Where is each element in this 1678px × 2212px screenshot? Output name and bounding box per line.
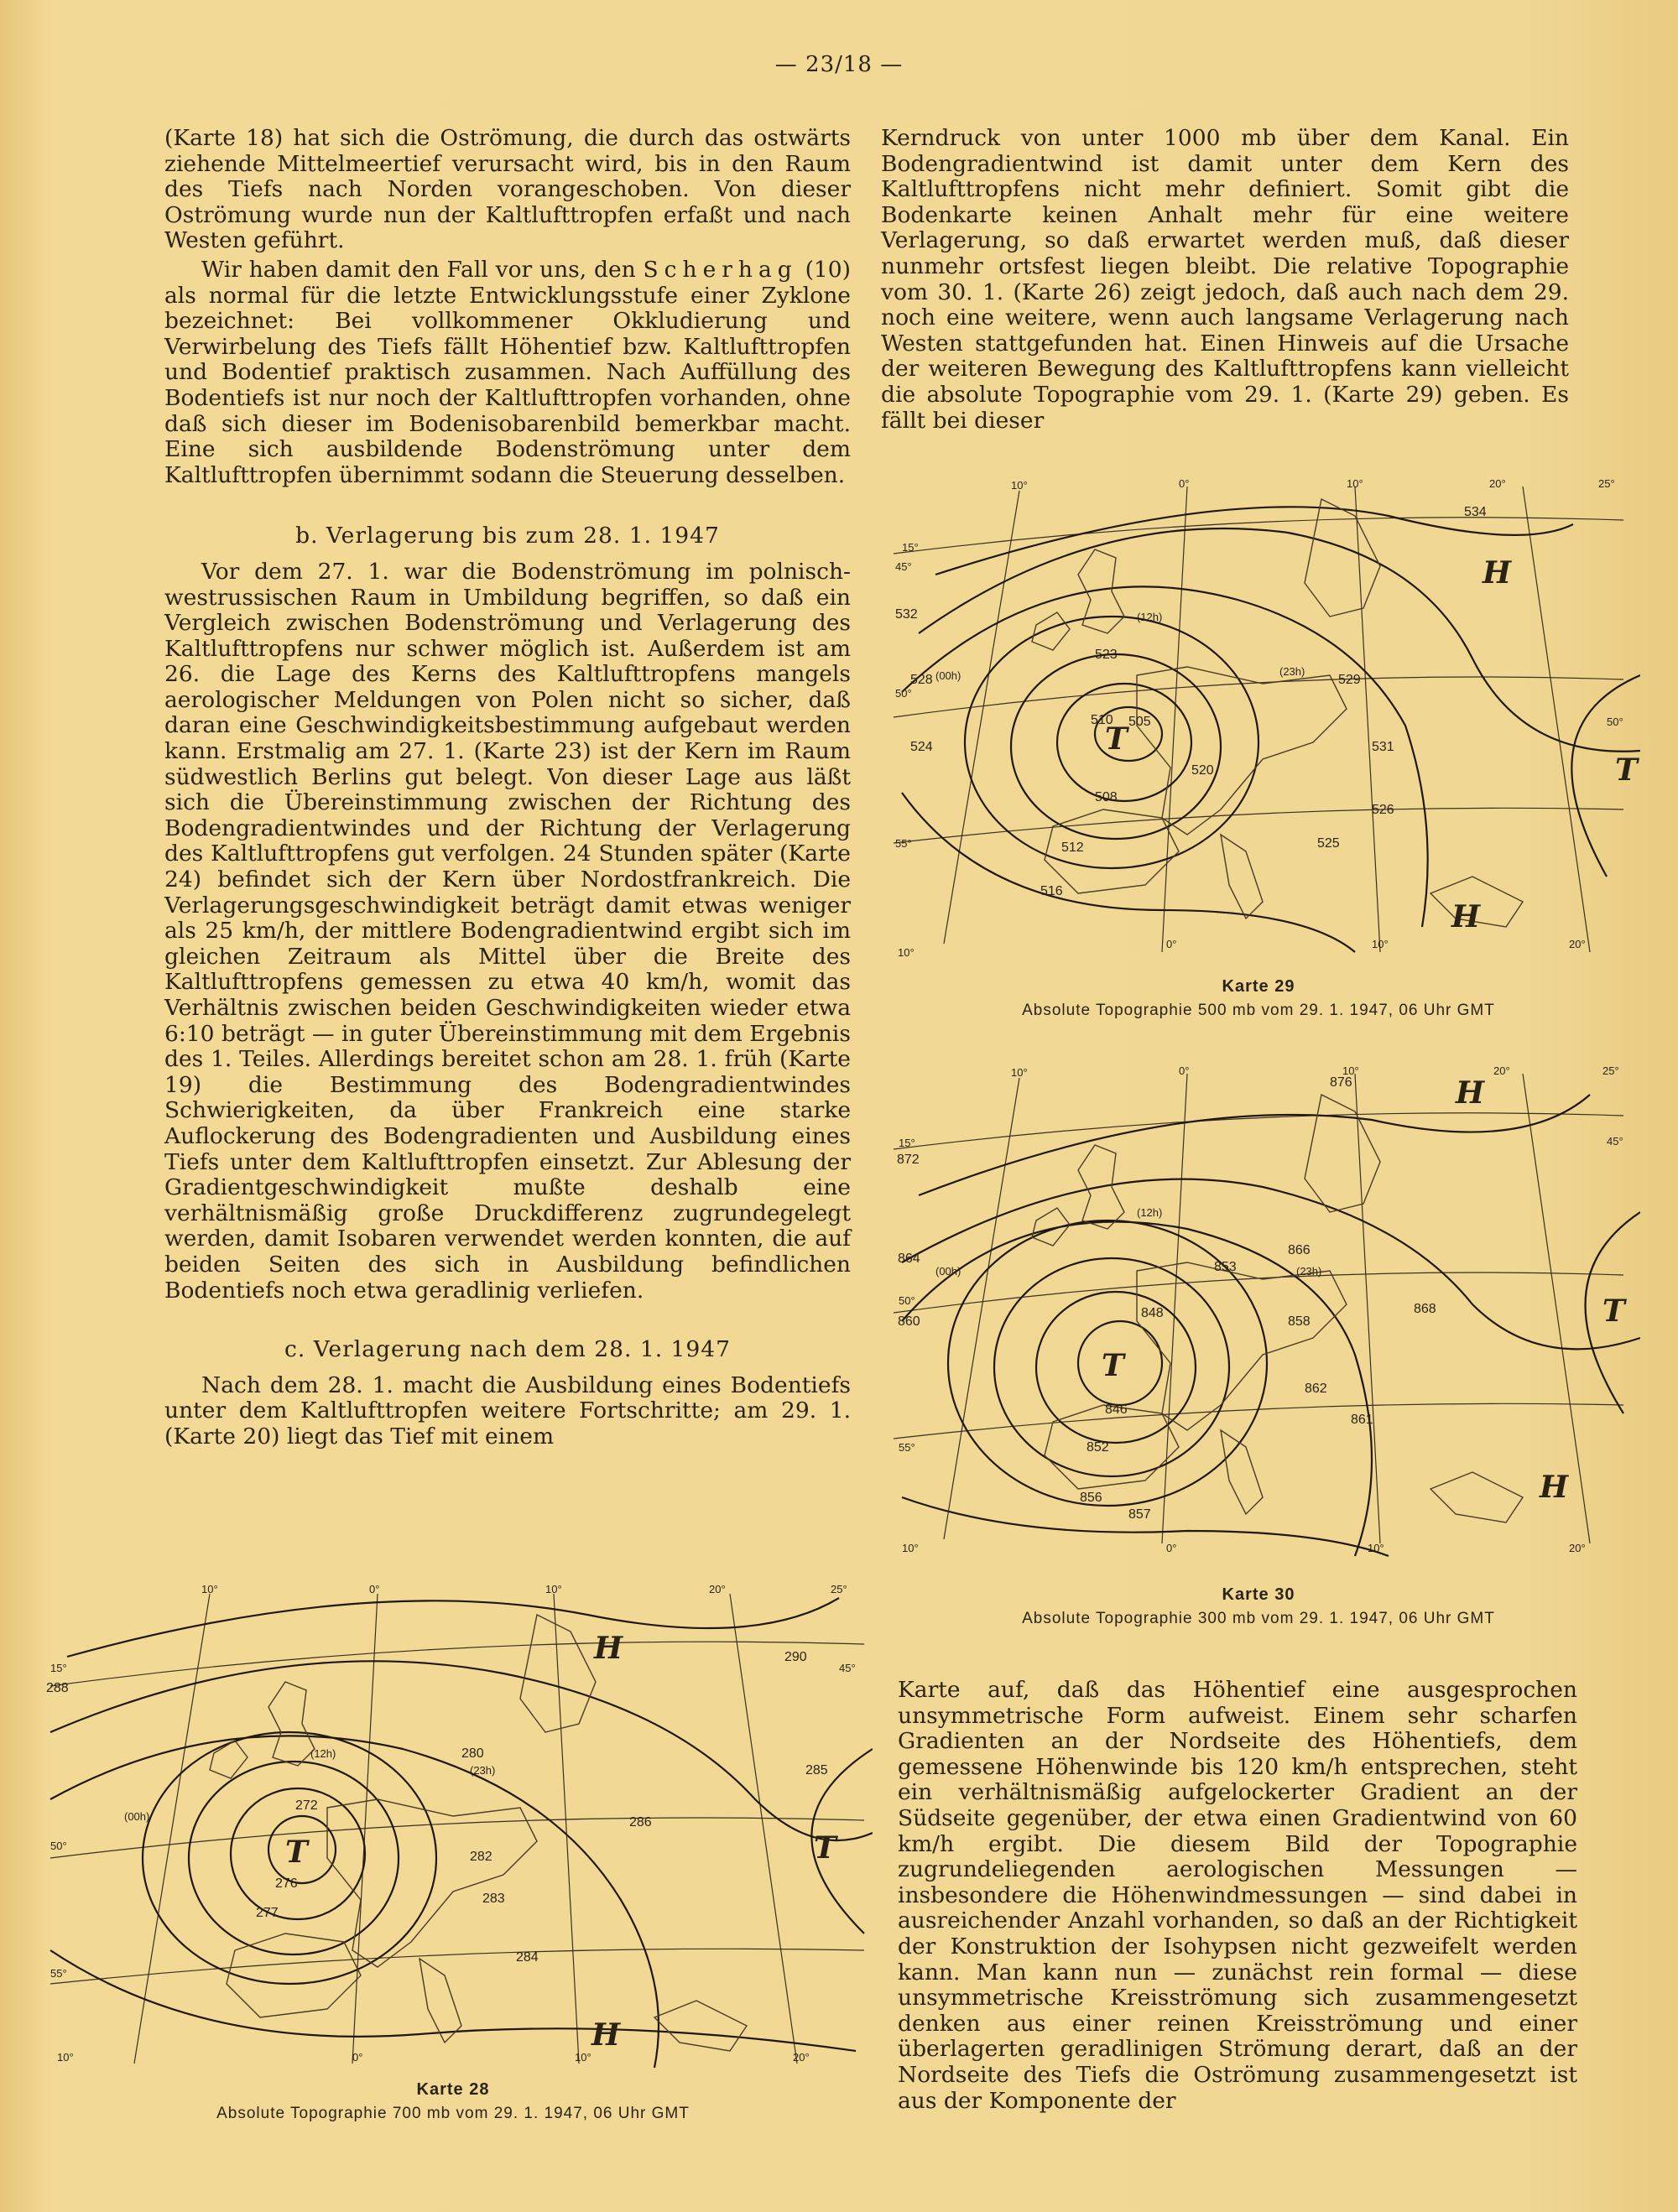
grid-label: 45° [895,560,912,573]
contour-label: 286 [629,1815,652,1829]
low-symbol: T [1615,752,1638,788]
text: Wir haben damit den Fall vor uns, den [201,256,636,283]
grid-label: 0° [1166,1542,1177,1554]
isohypses [50,1598,873,2068]
time-label: (23h) [470,1764,496,1777]
coastline-balkans [654,2001,747,2051]
longitude-line [134,1594,210,2064]
page-number: — 23/18 — [774,52,904,77]
latitude-line [894,808,1623,843]
coastline-balkans [1430,1472,1523,1522]
right-column-top [881,126,1569,434]
low-symbol: T [1102,1348,1124,1383]
grid-label: 10° [1011,1066,1028,1079]
high-symbol: H [1483,555,1512,591]
coastline-scandinavia [1305,1095,1380,1212]
grid-label: 0° [1179,1064,1190,1077]
map-karte-29-svg [885,474,1640,969]
time-labels [935,1206,1321,1278]
grid-label: 10° [1368,1542,1384,1554]
contour-label: 529 [1338,673,1361,687]
paragraph: Kerndruck von unter 1000 mb über dem Kanal. Ein Bodengradientwind ist damit unter dem Kern des Kaltlufttropfens nicht mehr definiert. Somit gibt die Bodenkarte keinen Anhalt mehr für eine weitere Verlagerung, so daß erwartet werden muß, daß dieser nunmehr ortsfest liegen bleibt. Die relative Topographie vom 30. 1. (Karte 26) zeigt jedoch, daß auch nach dem 29. noch eine weitere, wenn auch langsame Verlagerung nach Westen stattgefunden hat. Einen Hinweis auf die Ursache der weiteren Bewegung des Kaltlufttropfens kann vielleicht die absolute Topographie vom 29. 1. (Karte 29) geben. Es fällt bei dieser [881,125,1569,434]
time-label: (00h) [935,1265,961,1278]
coastline-ireland [210,1741,248,1778]
map-karte-28-svg [34,1581,873,2072]
grid-label: 55° [899,1441,915,1454]
grid-label: 50° [50,1840,67,1852]
coastline-italy [1221,835,1263,919]
coastline-britain [268,1682,315,1766]
pressure-systems [285,1631,838,2053]
coastline-italy [1221,1430,1263,1514]
contour-label: 857 [1128,1507,1151,1522]
section-heading: c. Verlagerung nach dem 28. 1. 1947 [284,1336,731,1363]
grid-label: 25° [1598,477,1615,490]
pressure-systems [1102,1075,1627,1505]
contour-label: 858 [1288,1314,1311,1329]
longitude-line [554,1594,579,2064]
grid-labels [895,477,1623,959]
low-symbol: T [814,1830,836,1866]
time-label: (12h) [1137,1206,1163,1219]
low-symbol: T [1105,721,1128,757]
map-karte-29 [885,474,1640,969]
grid-label: 0° [1179,477,1190,490]
contour-label: 534 [1464,505,1487,519]
contour-label: 862 [1305,1382,1327,1396]
paragraph [164,258,851,488]
grid-label: 10° [575,2051,591,2064]
contour-label: 846 [1105,1403,1128,1417]
grid-label: 20° [1489,477,1506,490]
isohypse [902,1179,1640,1350]
contour-label: 277 [256,1906,279,1920]
longitude-line [944,491,1019,944]
coastlines [210,1615,747,2051]
contour-label: 856 [1080,1491,1102,1505]
time-label: (12h) [310,1747,336,1760]
time-label: (12h) [1137,611,1163,623]
high-symbol: H [1540,1470,1569,1505]
grid-label: 20° [1493,1064,1510,1077]
coastlines [1032,1095,1523,1522]
latitude-line [50,1949,864,1984]
high-symbol: H [1456,1075,1485,1111]
contour-label: 524 [910,740,933,754]
contour-label: 516 [1040,884,1063,898]
isohypse [902,1497,1389,1556]
grid-label: 20° [1569,938,1586,950]
time-label: (23h) [1279,665,1305,678]
contour-label: 532 [895,607,918,622]
time-label: (00h) [935,669,961,682]
low-symbol: T [1602,1293,1625,1329]
contour-label: 280 [461,1746,484,1761]
contour-label: 861 [1351,1413,1373,1427]
grid-label: 55° [50,1967,67,1980]
grid-label: 0° [1166,938,1177,950]
longitude-line [1355,1074,1380,1543]
grid-label: 10° [898,946,915,959]
contour-label: 531 [1372,740,1394,754]
contour-label: 525 [1317,836,1340,851]
contour-label: 282 [470,1850,492,1864]
contour-label: 508 [1095,790,1118,804]
map-caption: Absolute Topographie 700 mb vom 29. 1. 1947, 06 Uhr GMT [216,2105,690,2122]
caption-karte-29 [889,977,1628,1020]
map-title: Karte 30 [1222,1585,1295,1604]
paragraph: Nach dem 28. 1. macht die Ausbildung eines Bodentiefs unter dem Kaltlufttropfen weitere Fortschritte; am 29. 1. (Karte 20) liegt das Tief mit einem [164,1371,851,1450]
graticule [50,1594,864,2064]
grid-labels [899,1064,1623,1554]
grid-label: 25° [831,1583,847,1595]
grid-label: 50° [895,687,912,700]
paragraph: Vor dem 27. 1. war die Bodenströmung im polnisch-westrussischen Raum in Umbildung begriffen, so daß ein Vergleich zwischen Bodenströmung und Verlagerung des Kaltlufttropfens nur schwer möglich ist. Außerdem ist am 26. die Lage des Kerns des Kaltlufttropfens mangels aerologischer Meldungen von Polen nicht so sicher, daß daran eine Geschwindigkeitsbestimmung aufgebaut werden kann. Erstmalig am 27. 1. (Karte 23) ist der Kern im Raum südwestlich Berlins gut belegt. Von dieser Lage aus läßt sich die Übereinstimmung zwischen der Richtung des Bodengradientwindes und der Richtung der Verlagerung des Kaltlufttropfens gut verfolgen. 24 Stunden später (Karte 24) befindet sich der Kern über Nordostfrankreich. Die Verlagerungsgeschwindigkeit beträgt damit etwas weniger als 25 km/h, der mittlere Bodengradientwind ergibt sich im gleichen Zeitraum als Mittel über die Breite des Kaltlufttropfens gemessen zu etwa 40 km/h, womit das Verhältnis zwischen beiden Geschwindigkeiten wieder etwa 6:10 beträgt — in guter Übereinstimmung mit dem Ergebnis des 1. Teiles. Allerdings bereitet schon am 28. 1. früh (Karte 19) die Bestimmung des Bodengradientwindes Schwierigkeiten, da über Frankreich eine starke Auflockerung des Bodengradienten und Ausbildung eines Tiefs unter dem Kaltlufttropfen einsetzt. Zur Ablesung der Gradientgeschwindigkeit mußte deshalb eine verhältnismäßig große Druckdifferenz zugrundegelegt werden, damit Isobaren verwendet werden konnten, die auf beiden Seiten des sich in Ausbildung befindlichen Bodentiefs noch etwa geradlinig verliefen. [164,558,851,1304]
map-karte-30 [885,1061,1640,1564]
grid-label: 45° [839,1662,856,1674]
contour-label: 276 [275,1876,298,1891]
contour-label: 528 [910,673,933,687]
contour-label: 876 [1330,1075,1352,1090]
contour-label: 288 [46,1681,69,1695]
contour-label: 520 [1191,763,1214,778]
right-column-bottom [898,1678,1577,2114]
contour-label: 866 [1288,1243,1311,1257]
grid-label: 15° [899,1137,915,1149]
grid-label: 10° [902,1542,919,1554]
grid-label: 10° [1011,479,1028,492]
high-symbol: H [591,2017,621,2053]
longitude-line [730,1594,797,2064]
map-caption: Absolute Topographie 500 mb vom 29. 1. 1947, 06 Uhr GMT [1022,1002,1495,1019]
left-column [164,126,851,1450]
grid-label: 15° [902,541,919,554]
contour-label: 868 [1414,1302,1436,1316]
isohypses [902,1095,1640,1556]
contour-label: 510 [1091,713,1113,727]
caption-karte-30 [889,1585,1628,1628]
contour-label: 285 [805,1763,828,1777]
grid-label: 10° [1372,938,1389,950]
grid-label: 10° [57,2051,74,2064]
contour-label: 853 [1214,1260,1237,1274]
grid-label: 55° [895,837,912,850]
low-symbol: T [285,1835,308,1870]
high-symbol: H [594,1631,623,1666]
contour-label: 526 [1372,803,1394,817]
contour-label: 512 [1061,841,1084,855]
contour-labels [46,1650,828,1965]
caption-karte-28 [50,2080,856,2123]
coastline-italy [420,1959,461,2043]
isohypse [902,793,1355,952]
contour-label: 864 [898,1252,920,1266]
grid-label: 10° [545,1583,562,1595]
isohypse [67,1598,839,1657]
map-caption: Absolute Topographie 300 mb vom 29. 1. 1947, 06 Uhr GMT [1022,1610,1495,1627]
author-name: Scherhag [643,256,798,283]
map-karte-30-svg [885,1061,1640,1564]
high-symbol: H [1451,899,1481,934]
coastline-ireland [1032,612,1070,650]
map-title: Karte 28 [416,2080,490,2099]
map-karte-28 [34,1581,873,2072]
section-heading: b. Verlagerung bis zum 28. 1. 1947 [295,523,720,549]
grid-label: 0° [352,2051,363,2064]
isohypse [902,586,1428,927]
grid-label: 25° [1602,1064,1619,1077]
graticule [894,1074,1623,1543]
longitude-line [1355,487,1380,952]
grid-label: 15° [50,1662,67,1674]
contour-label: 523 [1095,648,1118,662]
grid-label: 50° [1607,716,1623,728]
grid-label: 10° [1342,1064,1359,1077]
grid-label: 0° [369,1583,380,1595]
grid-label: 10° [1347,477,1363,490]
contour-label: 290 [784,1650,807,1664]
graticule [885,474,1640,969]
contour-label: 283 [482,1892,505,1906]
text: (10) als normal für die letzte Entwicklungsstufe einer Zyklone bezeichnet: Bei vollkommener Okkludierung und Verwirbelung des Tiefs fällt Höhentief bzw. Kaltlufttropfen und Bodentief praktisch zusammen. Nach Auffüllung des Bodentiefs ist nur noch der Kaltlufttropfen vorhanden, ohne daß sich dieser im Bodenisobarenbild bemerkbar macht. Eine sich ausbildende Bodenströmung unter dem Kaltlufttropfen übernimmt sodann die Steuerung desselben. [164,256,851,488]
contour-label: 860 [898,1314,920,1329]
grid-label: 20° [709,1583,726,1595]
time-label: (23h) [1296,1265,1322,1278]
isohypses [902,507,1640,952]
map-title: Karte 29 [1222,977,1295,996]
isohypse [919,1095,1590,1195]
contour-label: 848 [1141,1306,1164,1320]
latitude-line [894,1113,1623,1149]
time-label: (00h) [124,1810,150,1823]
grid-label: 20° [1569,1542,1586,1554]
longitude-line [944,1078,1019,1539]
grid-label: 10° [201,1583,218,1595]
longitude-line [1162,487,1187,952]
contour-label: 872 [897,1153,920,1167]
contour-label: 505 [1128,715,1151,729]
coastline-continent [1137,667,1347,835]
longitude-line [1523,487,1590,952]
grid-label: 50° [899,1294,915,1307]
grid-label: 20° [793,2051,810,2064]
contour-label: 284 [516,1950,539,1965]
contour-label: 272 [295,1798,318,1813]
paragraph: Karte auf, daß das Höhentief eine ausgesprochen unsymmetrische Form aufweist. Einem sehr scharfen Gradienten an der Nordseite des Höhentiefs, dem gemessene Höhenwinde bis 120 km/h entsprechen, steht ein verhältnismäßig aufgelockerter Gradient an der Südseite gegenüber, der etwa einen Gradientwind von 60 km/h ergibt. Die diesem Bild der Topographie zugrundeliegenden aerologischen Messungen — insbesondere die Höhenwindmessungen — sind dabei in ausreichender Anzahl vorhanden, so daß an der Richtigkeit der Konstruktion der Isohypsen nicht gezweifelt werden kann. Man kann nun — zunächst rein formal — diese unsymmetrische Kreisströmung sich zusammengesetzt denken aus einer reinen Kreisströmung und einer überlagerten geradlinigen Strömung derart, daß an der Nordseite des Tiefs die Oströmung zusammengesetzt ist aus der Komponente der [898,1677,1577,2114]
paragraph: (Karte 18) hat sich die Oströmung, die durch das ostwärts ziehende Mittelmeertief verursacht wird, bis in den Raum des Tiefs nach Norden vorangeschoben. Von dieser Oströmung wurde nun der Kaltlufttropfen erfaßt und nach Westen geführt. [164,125,851,254]
contour-label: 852 [1087,1440,1109,1455]
grid-label: 45° [1607,1135,1623,1148]
